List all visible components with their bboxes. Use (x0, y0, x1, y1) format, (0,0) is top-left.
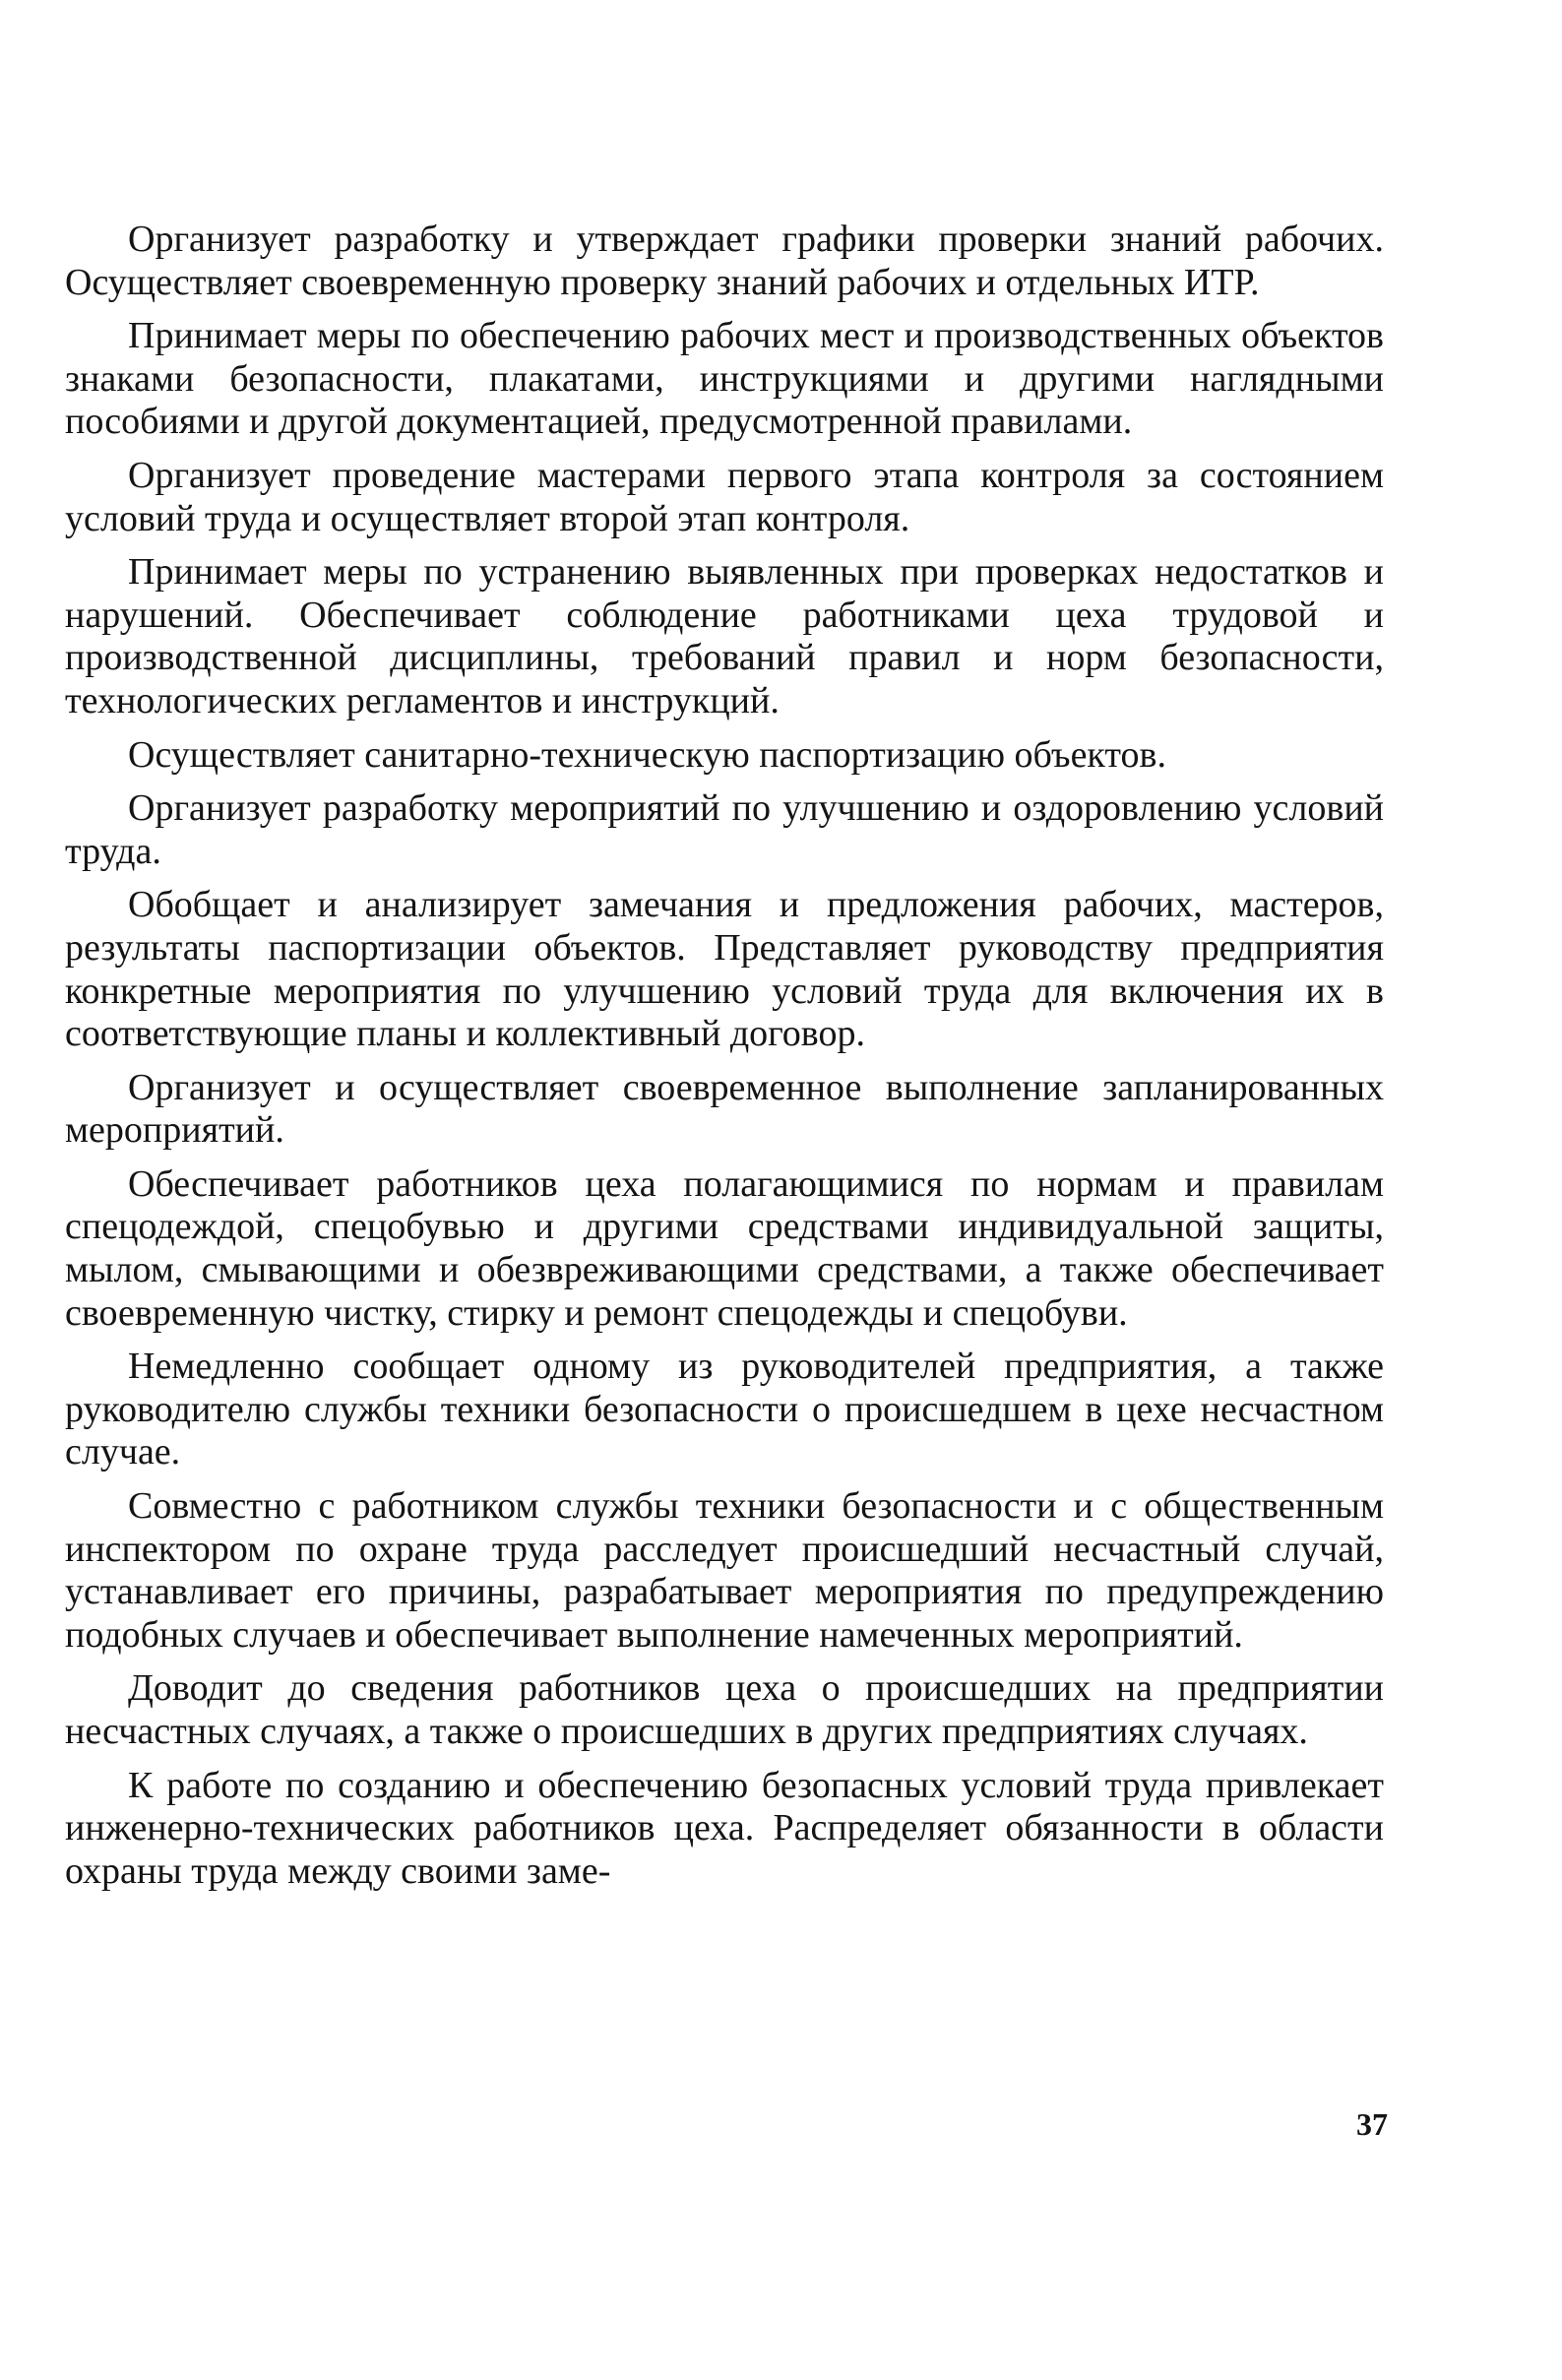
paragraph-protective-clothing: Обеспечивает работников цеха полагающимися по нормам и правилам спецодеждой, спецобувью и другими средствами индивидуальной защиты, мылом, смывающими и обезвреживающими средствами, а также обеспечивает своевременную чистку, стирку и ремонт спецодежды и спецобуви. (65, 1162, 1384, 1334)
paragraph-analyze-remarks: Обобщает и анализирует замечания и предложения рабочих, мастеров, результаты паспортизации объектов. Представляет руководству предприятия конкретные мероприятия по улучшению условий труда для включения их в соответствующие планы и коллективный договор. (65, 884, 1384, 1055)
paragraph-safety-signs: Принимает меры по обеспечению рабочих мест и производственных объектов знаками безопасности, плакатами, инструкциями и другими наглядными пособиями и другой документацией, предусмотренной правилами. (65, 315, 1384, 443)
body-text (65, 219, 1384, 1904)
paragraph-investigate-accident: Совместно с работником службы техники безопасности и с общественным инспектором по охране труда расследует происшедший несчастный случай, устанавливает его причины, разрабатывает мероприятия по предупреждению подобных случаев и обеспечивает выполнение намеченных мероприятий. (65, 1485, 1384, 1656)
paragraph-inform-workers: Доводит до сведения работников цеха о происшедших на предприятии несчастных случаях, а также о происшедших в других предприятиях случаях. (65, 1667, 1384, 1752)
paragraph-engage-engineers: К работе по созданию и обеспечению безопасных условий труда привлекает инженерно-технических работников цеха. Распределяет обязанности в области охраны труда между своими заме- (65, 1764, 1384, 1892)
paragraph-report-accident: Немедленно сообщает одному из руководителей предприятия, а также руководителю службы техники безопасности о происшедшем в цехе несчастном случае. (65, 1346, 1384, 1473)
paragraph-passportization: Осуществляет санитарно-техническую паспортизацию объектов. (128, 733, 1166, 776)
page-number: 37 (1356, 2106, 1388, 2142)
paragraph-eliminate-violations: Принимает меры по устранению выявленных при проверках недостатков и нарушений. Обеспечивает соблюдение работниками цеха трудовой и производственной дисциплины, требований правил и норм безопасности, технологических регламентов и инструкций. (65, 551, 1384, 721)
paragraph-control-stages: Организует проведение мастерами первого этапа контроля за состоянием условий труда и осуществляет второй этап контроля. (65, 454, 1384, 539)
paragraph-implement-measures: Организует и осуществляет своевременное выполнение запланированных мероприятий. (65, 1066, 1384, 1152)
paragraph-improvement-measures: Организует разработку мероприятий по улучшению и оздоровлению условий труда. (65, 787, 1384, 872)
paragraph-knowledge-checks: Организует разработку и утверждает графики проверки знаний рабочих. Осуществляет своевременную проверку знаний рабочих и отдельных ИТР. (65, 219, 1384, 303)
